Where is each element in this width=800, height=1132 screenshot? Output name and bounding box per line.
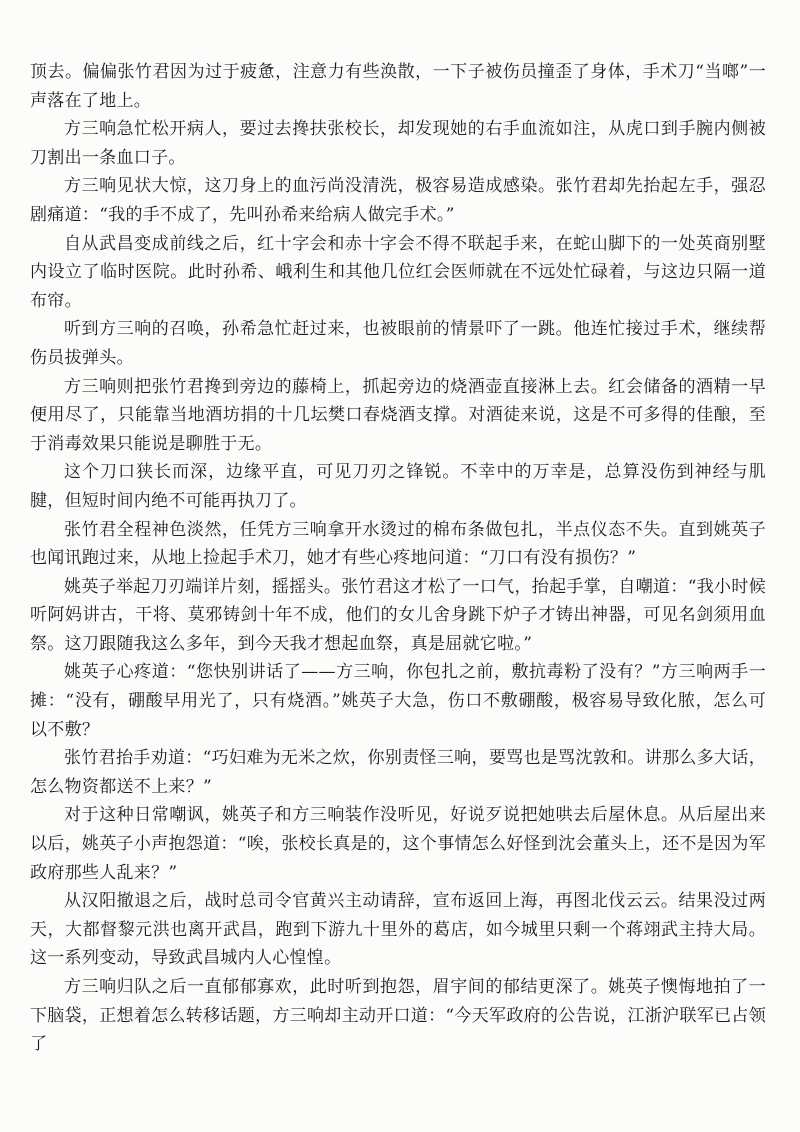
paragraph-5: 听到方三响的召唤，孙希急忙赶过来，也被眼前的情景吓了一跳。他连忙接过手术，继续帮伤员拔弹头。 <box>30 319 766 368</box>
paragraph-4: 自从武昌变成前线之后，红十字会和赤十字会不得不联起手来，在蛇山脚下的一处英商别墅内设立了临时医院。此时孙希、峨利生和其他几位红会医师就在不远处忙碌着，与这边只隔一道布帘。 <box>30 233 766 311</box>
paragraph-13: 从汉阳撤退之后，战时总司令官黄兴主动请辞，宣布返回上海，再图北伐云云。结果没过两天，大都督黎元洪也离开武昌，跑到下游九十里外的葛店，如今城里只剩一个蒋翊武主持大局。这一系列变动，导致武昌城内人心惶惶。 <box>30 891 766 969</box>
paragraph-6: 方三响则把张竹君搀到旁边的藤椅上，抓起旁边的烧酒壶直接淋上去。红会储备的酒精一早便用尽了，只能靠当地酒坊捐的十几坛樊口春烧酒支撑。对酒徒来说，这是不可多得的佳酿，至于消毒效果只能说是聊胜于无。 <box>30 376 766 454</box>
paragraph-12: 对于这种日常嘲讽，姚英子和方三响装作没听见，好说歹说把她哄去后屋休息。从后屋出来以后，姚英子小声抱怨道：“唉，张校长真是的，这个事情怎么好怪到沈会董头上，还不是因为军政府那些人乱来？” <box>30 805 766 883</box>
paragraph-7: 这个刀口狭长而深，边缘平直，可见刀刃之锋锐。不幸中的万幸是，总算没伤到神经与肌腱，但短时间内绝不可能再执刀了。 <box>30 462 766 511</box>
body-text <box>30 58 766 1059</box>
paragraph-3: 方三响见状大惊，这刀身上的血污尚没清洗，极容易造成感染。张竹君却先抬起左手，强忍剧痛道：“我的手不成了，先叫孙希来给病人做完手术。” <box>30 176 766 225</box>
paragraph-10: 姚英子心疼道：“您快别讲话了——方三响，你包扎之前，敷抗毒粉了没有？”方三响两手一摊：“没有，硼酸早用光了，只有烧酒。”姚英子大急，伤口不敷硼酸，极容易导致化脓，怎么可以不敷？ <box>30 662 766 740</box>
paragraph-14: 方三响归队之后一直郁郁寡欢，此时听到抱怨，眉宇间的郁结更深了。姚英子懊悔地拍了一下脑袋，正想着怎么转移话题，方三响却主动开口道：“今天军政府的公告说，江浙沪联军已占领了 <box>30 977 766 1055</box>
paragraph-8: 张竹君全程神色淡然，任凭方三响拿开水烫过的棉布条做包扎，半点仪态不失。直到姚英子也闻讯跑过来，从地上捡起手术刀，她才有些心疼地问道：“刀口有没有损伤？” <box>30 519 766 569</box>
paragraph-2: 方三响急忙松开病人，要过去搀扶张校长，却发现她的右手血流如注，从虎口到手腕内侧被刀割出一条血口子。 <box>30 119 766 168</box>
paragraph-9: 姚英子举起刀刃端详片刻，摇摇头。张竹君这才松了一口气，抬起手掌，自嘲道：“我小时候听阿妈讲古，干将、莫邪铸剑十年不成，他们的女儿舍身跳下炉子才铸出神器，可见名剑须用血祭。这刀跟随我这么多年，到今天我才想起血祭，真是屈就它啦。” <box>30 576 766 654</box>
paragraph-1: 顶去。偏偏张竹君因为过于疲惫，注意力有些涣散，一下子被伤员撞歪了身体，手术刀“当啷”一声落在了地上。 <box>30 62 766 111</box>
paragraph-11: 张竹君抬手劝道：“巧妇难为无米之炊，你别责怪三响，要骂也是骂沈敦和。讲那么多大话，怎么物资都送不上来？” <box>30 748 766 797</box>
